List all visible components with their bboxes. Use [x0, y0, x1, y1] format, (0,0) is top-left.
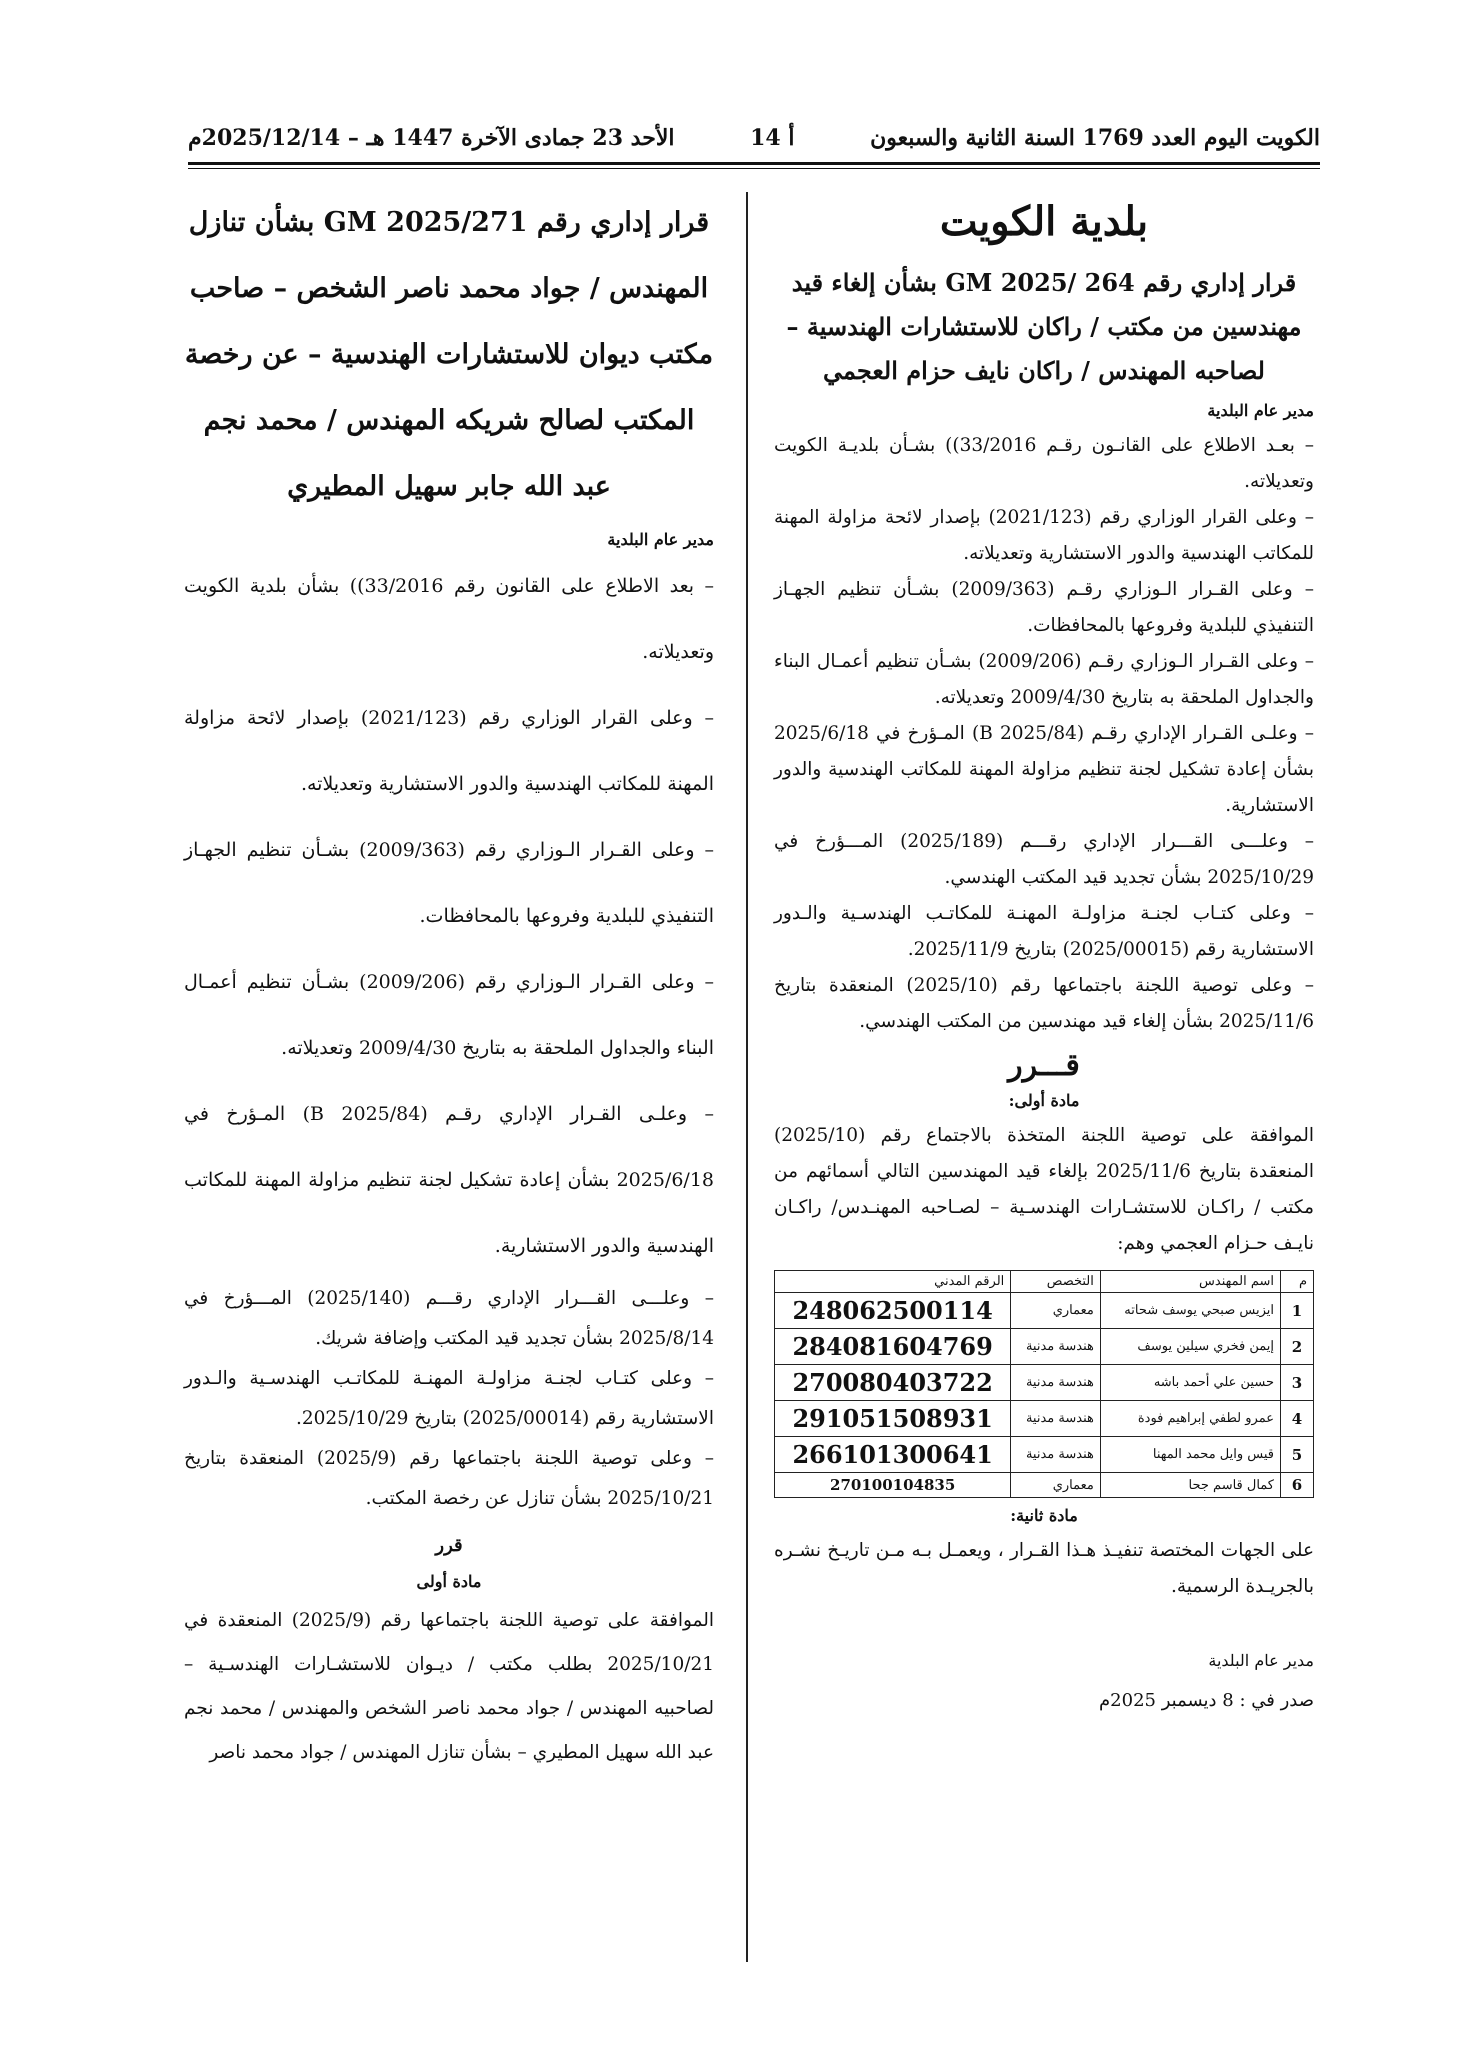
recital: – وعلى توصية اللجنة باجتماعها رقم (2025/9) المنعقدة بتاريخ 2025/10/21 بشأن تنازل عن رخصة المكتب.	[184, 1448, 714, 1509]
recital: – وعلى القـرار الـوزاري رقم (2009/206) بشـأن تنظيم أعمـال البناء والجداول الملحقة به بتاريخ 2009/4/30 وتعديلاته.	[184, 971, 714, 1059]
left-column	[184, 190, 714, 1775]
issuer-label: مدير عام البلدية	[607, 530, 714, 549]
table-row	[775, 1401, 1314, 1437]
column-header: التخصص	[1011, 1271, 1101, 1293]
table-row	[775, 1293, 1314, 1329]
article-text: الموافقة على توصية اللجنة المتخذة بالاجتماع رقم (2025/10) المنعقدة بتاريخ 2025/11/6 بإلغاء قيد المهندسين التالي أسمائهم من مكتب / راكـان للاستشـارات الهندسـية – لصـاحبه المهنـدس/ راكـان نايـف حـزام العجمي وهم:	[774, 1125, 1314, 1254]
column-divider	[746, 192, 748, 1962]
column-header: م	[1281, 1271, 1314, 1293]
row-index: 2	[1281, 1329, 1314, 1365]
table-row	[775, 1329, 1314, 1365]
decision-title: قرار إداري رقم 264 /2025 GM بشأن إلغاء قيد مهندسين من مكتب / راكان للاستشارات الهندسية – لصاحبه المهندس / راكان نايف حزام العجمي	[786, 268, 1302, 385]
decision-title: قرار إداري رقم 2025/271 GM بشأن تنازل المهندس / جواد محمد ناصر الشخص – صاحب مكتب ديوان للاستشارات الهندسية – عن رخصة المكتب لصالح شريكه المهندس / محمد نجم عبد الله جابر سهيل المطيري	[184, 207, 714, 502]
civil-id: 270100104835	[775, 1473, 1011, 1498]
right-column	[774, 190, 1314, 1711]
row-index: 3	[1281, 1365, 1314, 1401]
engineer-name: كمال قاسم جحا	[1100, 1473, 1280, 1498]
recital: – وعلى القـرار الـوزاري رقـم (2009/363) بشـأن تنظيم الجهـاز التنفيذي للبلدية وفروعها بالمحافظات.	[774, 579, 1314, 636]
organization-title: بلدية الكويت	[939, 198, 1149, 245]
column-header: اسم المهندس	[1100, 1271, 1280, 1293]
recital: – وعلـى القـرار الإداري رقـم (2025/84 B) المـؤرخ في 2025/6/18 بشأن إعادة تشكيل لجنة تنظيم مزاولة المهنة للمكاتب الهندسية والدور الاستشارية.	[184, 1103, 714, 1257]
recital: – وعلى القـرار الـوزاري رقـم (2009/206) بشـأن تنظيم أعمـال البناء والجداول الملحقة به بتاريخ 2009/4/30 وتعديلاته.	[774, 651, 1314, 708]
recital: – وعلى كتـاب لجنـة مزاولـة المهنـة للمكاتـب الهندسـية والـدور الاستشارية رقم (2025/00014) بتاريخ 2025/10/29.	[184, 1368, 714, 1429]
row-index: 5	[1281, 1437, 1314, 1473]
row-index: 4	[1281, 1401, 1314, 1437]
recital: – وعلى القـرار الـوزاري رقم (2009/363) بشـأن تنظيم الجهـاز التنفيذي للبلدية وفروعها بالمحافظات.	[184, 839, 714, 927]
article-text: الموافقة على توصية اللجنة باجتماعها رقم (2025/9) المنعقدة في 2025/10/21 بطلب مكتب / ديـوان للاستشـارات الهندسـية – لصاحبيه المهندس / جواد محمد ناصر الشخص والمهندس / محمد نجم عبد الله سهيل المطيري – بشأن تنازل المهندس / جواد محمد ناصر	[184, 1610, 715, 1763]
page-header	[188, 118, 1320, 158]
engineer-name: عمرو لطفي إبراهيم فودة	[1100, 1401, 1280, 1437]
header-date: الأحد 23 جمادى الآخرة 1447 هـ – 2025/12/14م	[188, 125, 675, 151]
specialty: هندسة مدنية	[1011, 1365, 1101, 1401]
engineers-table	[774, 1270, 1314, 1498]
recital: – وعلـى القـرار الإداري رقـم (2025/84 B) المـؤرخ في 2025/6/18 بشأن إعادة تشكيل لجنة تنظيم مزاولة المهنة للمكاتب الهندسية والدور الاستشارية.	[774, 723, 1314, 816]
civil-id: 270080403722	[775, 1365, 1011, 1401]
signature-title: مدير عام البلدية	[1208, 1651, 1314, 1670]
row-index: 6	[1281, 1473, 1314, 1498]
engineer-name: قيس وايل محمد المهنا	[1100, 1437, 1280, 1473]
header-page-number: أ 14	[750, 125, 795, 151]
specialty: معماري	[1011, 1473, 1101, 1498]
table-row	[775, 1473, 1314, 1498]
recital: – وعلى القرار الوزاري رقم (2021/123) بإصدار لائحة مزاولة المهنة للمكاتب الهندسية والدور الاستشارية وتعديلاته.	[184, 707, 714, 795]
specialty: هندسة مدنية	[1011, 1329, 1101, 1365]
issue-date: صدر في : 8 ديسمبر 2025م	[1099, 1690, 1314, 1711]
recital: – وعلـــى القـــرار الإداري رقـــم (2025/189) المـــؤرخ في 2025/10/29 بشأن تجديد قيد المكتب الهندسي.	[774, 831, 1314, 888]
specialty: هندسة مدنية	[1011, 1437, 1101, 1473]
recital: – وعلـــى القـــرار الإداري رقـــم (2025/140) المـــؤرخ في 2025/8/14 بشأن تجديد قيد المكتب وإضافة شريك.	[184, 1288, 714, 1349]
decree-heading: قرر	[435, 1535, 463, 1556]
row-index: 1	[1281, 1293, 1314, 1329]
recital: – بعـد الاطلاع على القانـون رقـم 33/2016)) بشـأن بلديـة الكويت وتعديلاته.	[774, 435, 1314, 492]
engineer-name: إيمن فخري سيلين يوسف	[1100, 1329, 1280, 1365]
article-text: على الجهات المختصة تنفيـذ هـذا القـرار ، ويعمـل بـه مـن تاريـخ نشـره بالجريـدة الرسمية.	[774, 1540, 1314, 1597]
engineer-name: ايزيس صبحي يوسف شحاته	[1100, 1293, 1280, 1329]
civil-id: 284081604769	[775, 1329, 1011, 1365]
table-header-row	[775, 1271, 1314, 1293]
article-heading: مادة ثانية:	[1010, 1506, 1078, 1525]
header-rule	[188, 162, 1320, 165]
recital: – وعلى توصية اللجنة باجتماعها رقم (2025/10) المنعقدة بتاريخ 2025/11/6 بشأن إلغاء قيد مهندسين من المكتب الهندسي.	[774, 975, 1314, 1032]
recital: – بعد الاطلاع على القانون رقم 33/2016)) بشأن بلدية الكويت وتعديلاته.	[184, 575, 714, 663]
table-row	[775, 1437, 1314, 1473]
decree-heading: قـــرر	[1008, 1048, 1080, 1083]
specialty: هندسة مدنية	[1011, 1401, 1101, 1437]
recital: – وعلى القرار الوزاري رقم (2021/123) بإصدار لائحة مزاولة المهنة للمكاتب الهندسية والدور الاستشارية وتعديلاته.	[774, 507, 1314, 564]
table-row	[775, 1365, 1314, 1401]
specialty: معماري	[1011, 1293, 1101, 1329]
civil-id: 266101300641	[775, 1437, 1011, 1473]
recital: – وعلى كتـاب لجنـة مزاولـة المهنـة للمكاتـب الهندسـية والـدور الاستشارية رقم (2025/00015) بتاريخ 2025/11/9.	[774, 903, 1314, 960]
article-heading: مادة أولى:	[1008, 1091, 1080, 1110]
column-header: الرقم المدني	[775, 1271, 1011, 1293]
civil-id: 248062500114	[775, 1293, 1011, 1329]
issuer-label: مدير عام البلدية	[1207, 401, 1314, 420]
header-rule-thin	[188, 168, 1320, 169]
engineer-name: حسين علي أحمد باشه	[1100, 1365, 1280, 1401]
civil-id: 291051508931	[775, 1401, 1011, 1437]
header-issue-info: الكويت اليوم العدد 1769 السنة الثانية والسبعون	[870, 125, 1320, 151]
article-heading: مادة أولى	[416, 1572, 482, 1591]
